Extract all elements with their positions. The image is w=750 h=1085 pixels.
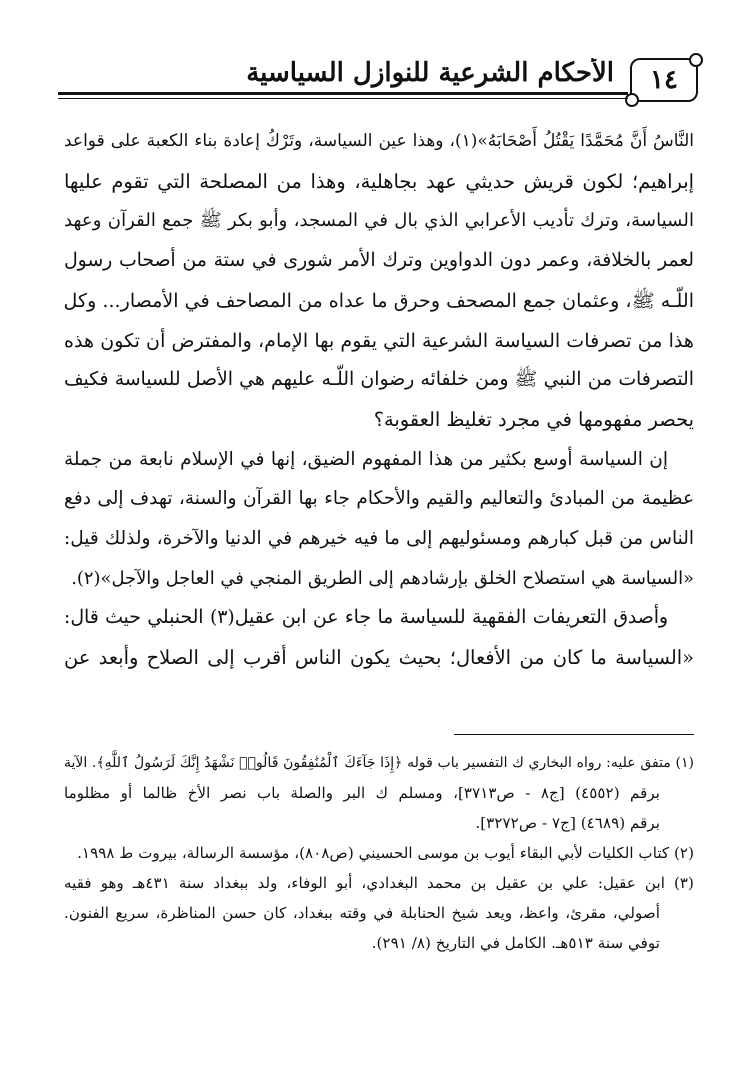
body-line: اللّـه ﷺ، وعثمان جمع المصحف وحرق ما عداه من المصاحف في الأمصار... وكل [63,288,694,312]
header-rule-thin [58,98,628,99]
body-line: لعمر بالخلافة، وعمر دون الدواوين وترك الأمر شورى في ستة من أصحاب رسول [64,250,694,272]
footnotes [64,748,694,958]
footnote-line: برقم (٤٦٨٩) [ج٧ - ص٣٢٧٢]. [475,814,660,832]
header-rule-thick [58,92,628,95]
body-line: «السياسة هي استصلاح الخلق بإرشادهم إلى الطريق المنجي في العاجل والآجل»(٢). [71,567,694,589]
body-line: النَّاسُ أَنَّ مُحَمَّدًا يَقْتُلُ أَصْحَابَهُ»(١)، وهذا عين السياسة، وتَرْكُ إعادة بناء الكعبة على قواعد [64,131,695,151]
body-line: عظيمة من المبادئ والتعاليم والقيم والأحكام جاء بها القرآن والسنة، تهدف إلى دفع [64,488,694,510]
body-line: السياسة، وترك تأديب الأعرابي الذي بال في المسجد، وأبو بكر ﷺ جمع القرآن وعهد [64,210,694,232]
footnote-line: أصولي، مقرئ، واعظ، ويعد شيخ الحنابلة في وقته ببغداد، كان حسن المناظرة، سريع الفنون. [64,904,660,922]
book-title: الأحكام الشرعية للنوازل السياسية [246,58,614,88]
body-line: وأصدق التعريفات الفقهية للسياسة ما جاء عن ابن عقيل(٣) الحنبلي حيث قال: [64,607,669,629]
body-line: إبراهيم؛ لكون قريش حديثي عهد بجاهلية، وهذا من المصلحة التي تقوم عليها [64,169,694,193]
body-line: «السياسة ما كان من الأفعال؛ بحيث يكون الناس أقرب إلى الصلاح وأبعد عن [64,646,694,670]
footnote-line: (١) متفق عليه: رواه البخاري ك التفسير باب قوله ﴿إِذَا جَآءَكَ ٱلْمُنَٰفِقُونَ قَالُوا۟ نَشْهَدُ إِنَّكَ لَرَسُولُ ٱللَّهِ﴾. الآية [64,755,694,771]
body-line: يحصر مفهومها في مجرد تغليظ العقوبة؟ [373,407,694,431]
footnote-line: (٣) ابن عقيل: علي بن عقيل بن محمد البغدادي، أبو الوفاء، ولد ببغداد سنة ٤٣١هـ وهو فقيه [64,874,694,892]
body-line: التصرفات من النبي ﷺ ومن خلفائه رضوان اللّـه عليهم هي الأصل للسياسة فكيف [64,369,694,391]
footnote-line: برقم (٤٥٥٢) [ج٨ - ص٣٧١٣]، ومسلم ك البر والصلة باب نصر الأخ ظالما أو مظلوما [64,784,660,802]
body-line: الناس من قبل كبارهم ومسئوليهم إلى ما فيه خيرهم في الدنيا والآخرة، ولذلك قيل: [64,528,694,550]
footnote-separator [454,734,694,735]
page-number: ١٤ [630,58,698,102]
body-line: إن السياسة أوسع بكثير من هذا المفهوم الضيق، إنها في الإسلام نابعة من جملة [64,448,668,470]
page-header [58,40,698,114]
footnote-line: (٢) كتاب الكليات لأبي البقاء أيوب بن موسى الحسيني (ص٨٠٨)، مؤسسة الرسالة، بيروت ط ١٩٩٨. [77,844,694,862]
footnote-line: توفي سنة ٥١٣هـ. الكامل في التاريخ (٨/ ٢٩١). [371,934,660,952]
body-text [64,122,694,678]
body-line: هذا من تصرفات السياسة الشرعية التي يقوم بها الإمام، والمفترض أن تكون هذه [64,328,694,352]
